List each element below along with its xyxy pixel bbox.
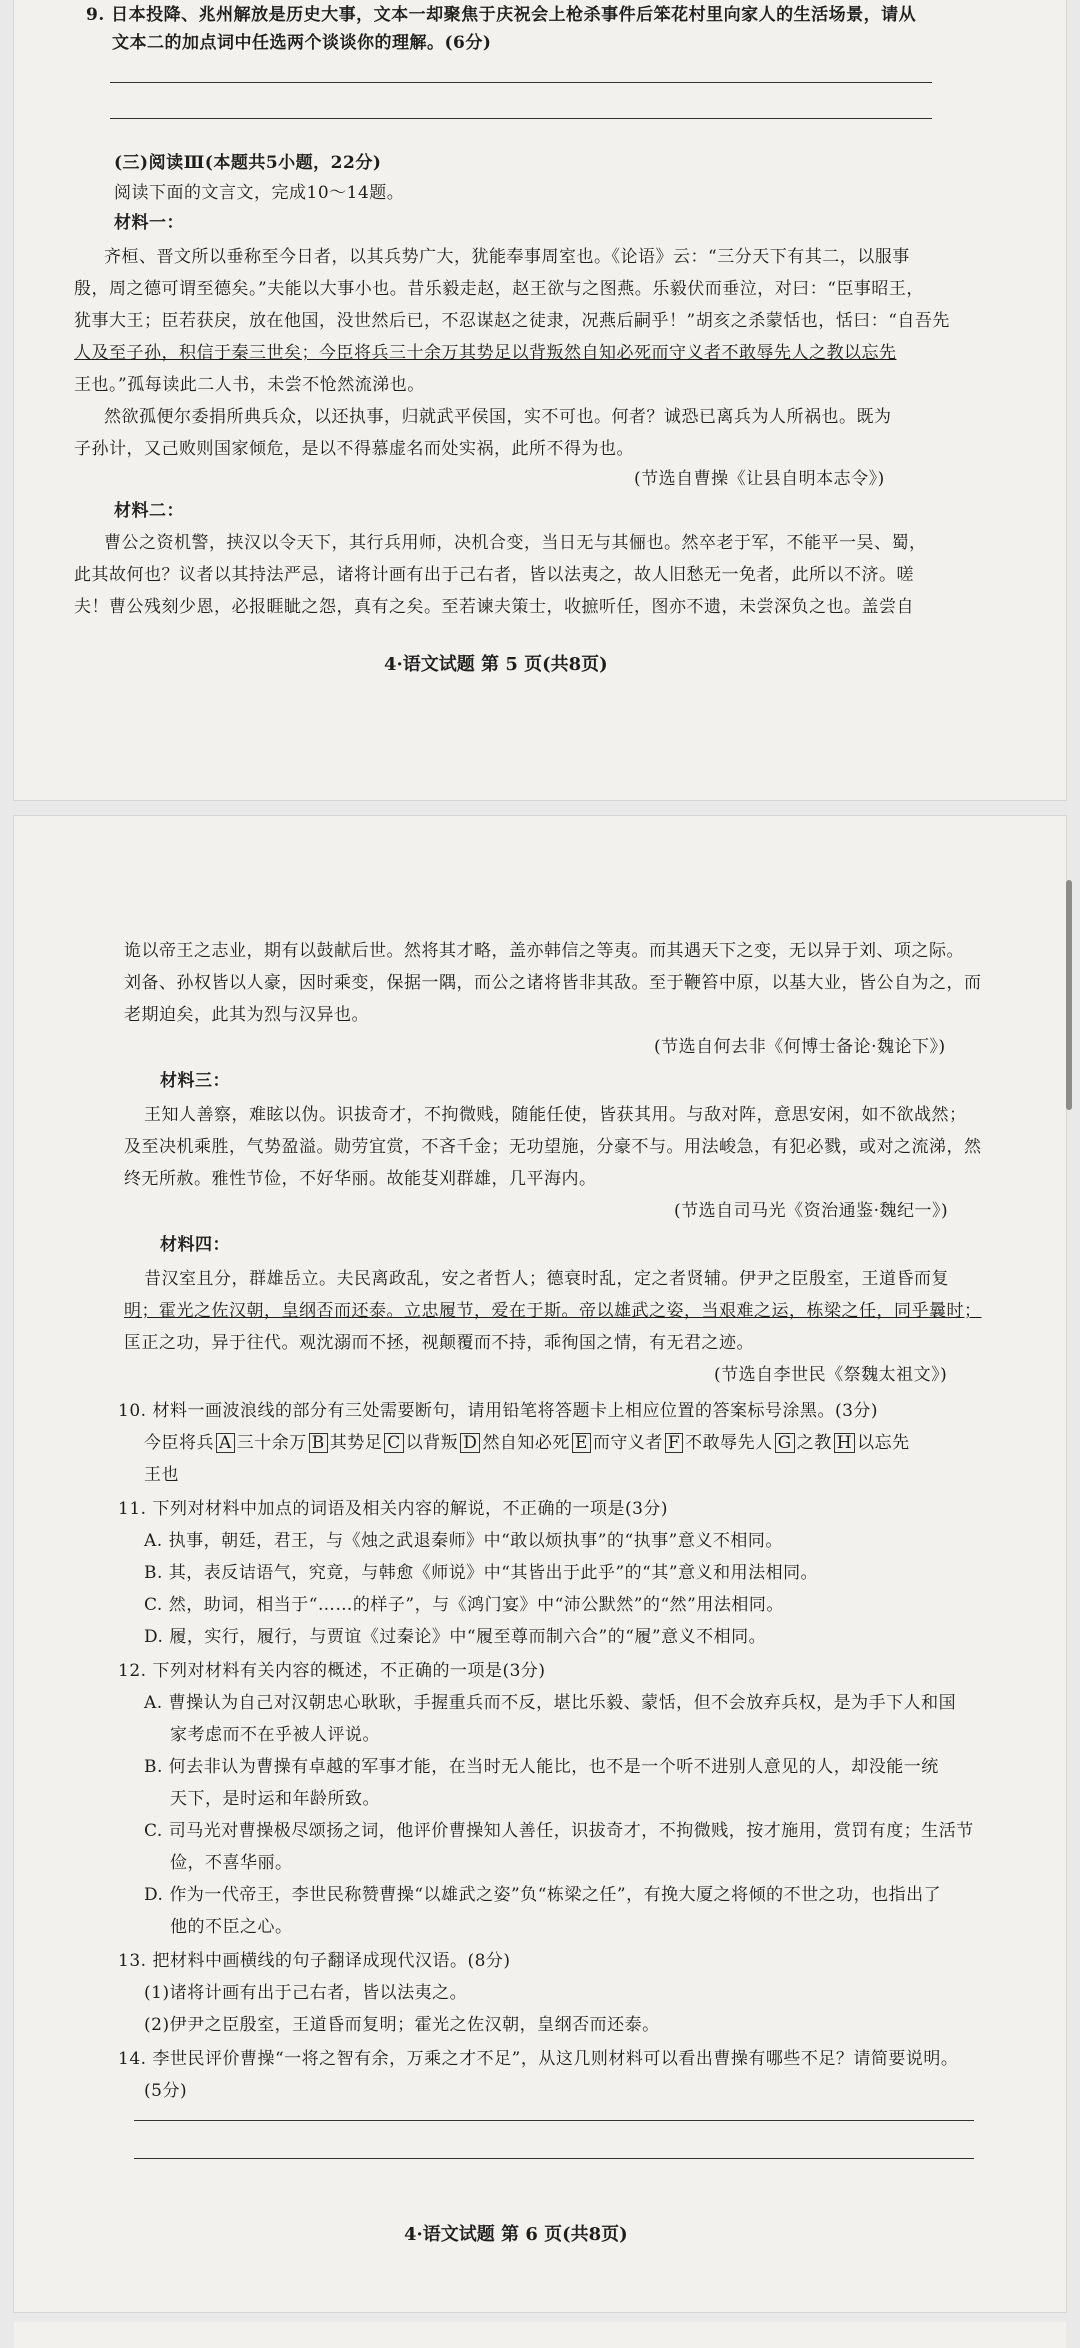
question-13: 13. 把材料中画横线的句子翻译成现代汉语。(8分) [118,1951,511,1971]
q13-sentence-1: (1)诸将计画有出于己右者，皆以法夷之。 [144,1983,468,2003]
material-4-line: 匡正之功，异于往代。观沈溺而不拯，视颠覆而不持，乖徇国之情，有无君之迹。 [124,1333,754,1353]
q10-mark-g[interactable]: G [775,1433,795,1453]
q10-mark-e[interactable]: E [572,1433,591,1453]
question-14: 14. 李世民评价曹操“一将之智有余，万乘之才不足”，从这几则材料可以看出曹操有哪些不足？请简要说明。 [118,2049,959,2069]
material-1-source: (节选自曹操《让县自明本志令》) [634,469,885,489]
material-2-line: 曹公之资机警，挟汉以令天下，其行兵用师，决机合变，当日无与其俪也。然卒老于军，不能平一吴、蜀， [104,533,927,553]
q10-seg: 以背叛 [405,1433,459,1453]
material-2-title: 材料二： [114,501,184,521]
page-footer: 4·语文试题 第 6 页(共8页) [404,2224,628,2245]
q12-option-d-cont: 他的不臣之心。 [170,1917,293,1937]
material-2-cont-line: 刘备、孙权皆以人豪，因时乘变，保据一隅，而公之诸将皆非其敌。至于鞭笞中原，以基大业，皆公自为之，而 [124,973,982,993]
material-3-title: 材料三： [160,1071,230,1091]
material-2-cont-line: 诡以帝王之志业，期有以鼓献后世。然将其才略，盖亦韩信之等夷。而其遇天下之变，无以异于刘、项之际。 [124,941,964,961]
q9-line1: 9. 日本投降、兆州解放是历史大事，文本一却聚焦于庆祝会上枪杀事件后笨花村里向家人的生活场景，请从 [86,5,917,25]
q10-seg: 然自知必死 [482,1433,570,1453]
question-11: 11. 下列对材料中加点的词语及相关内容的解说，不正确的一项是(3分) [118,1499,669,1519]
q12-option-d: D. 作为一代帝王，李世民称赞曹操“以雄武之姿”负“栋梁之任”，有挽大厦之将倾的不世之功，也指出了 [144,1885,942,1905]
material-3-line: 王知人善察，难眩以伪。识拔奇才，不拘微贱，随能任使，皆获其用。与敌对阵，意思安闲，如不欲战然； [144,1105,967,1125]
material-1-line: 人及至子孙，积信于秦三世矣；今臣将兵三十余万其势足以背叛然自知必死而守义者不敢辱先人之教以忘先 [74,343,897,363]
question-10: 10. 材料一画波浪线的部分有三处需要断句，请用铅笔将答题卡上相应位置的答案标号涂黑。(3分) [118,1401,879,1421]
exam-page-5 [14,0,1066,800]
material-1-title: 材料一： [114,213,184,233]
q11-option-b: B. 其，表反诘语气，究竟，与韩愈《师说》中“其皆出于此乎”的“其”意义和用法相同。 [144,1563,819,1583]
q12-option-a: A. 曹操认为自己对汉朝忠心耿耿，手握重兵而不反，堪比乐毅、蒙恬，但不会放弃兵权，是为手下人和国 [144,1693,957,1713]
material-4-line: 明；霍光之佐汉朝，皇纲否而还泰。立忠履节，爱在于斯。帝以雄武之姿，当艰难之运，栋梁之任，同乎曩时； [124,1301,982,1321]
q10-seg: 而守义者 [592,1433,663,1453]
material-1-line: 王也。”孤每读此二人书，未尝不怆然流涕也。 [74,375,425,395]
q10-mark-a[interactable]: A [216,1433,235,1453]
instruction: 阅读下面的文言文，完成10～14题。 [114,183,405,203]
q12-option-b: B. 何去非认为曹操有卓越的军事才能，在当时无人能比，也不是一个听不进别人意见的人，却没能一统 [144,1757,939,1777]
q11-option-a: A. 执事，朝廷，君王，与《烛之武退秦师》中“敢以烦执事”的“执事”意义不相同。 [144,1531,783,1551]
material-2-line: 夫！曹公残刻少恩，必报睚眦之怨，真有之矣。至若谏夫策士，收摭听任，图亦不遗，未尝深负之也。盖尝自 [74,597,914,617]
material-1-line: 殷，周之德可谓至德矣。”夫能以大事小也。昔乐毅走赵，赵王欲与之图燕。乐毅伏而垂泣，对曰：“臣事昭王， [74,279,924,299]
question-10-options [144,1430,910,1456]
q10-mark-f[interactable]: F [665,1433,683,1453]
question-14-points: (5分) [144,2081,188,2101]
q12-option-c: C. 司马光对曹操极尽颂扬之词，他评价曹操知人善任，识拔奇才，不拘微贱，按才施用，赏罚有度；生活节 [144,1821,974,1841]
q10-mark-h[interactable]: H [834,1433,855,1453]
exam-page-6 [14,816,1066,2312]
material-2-cont-line: 老期迫矣，此其为烈与汉异也。 [124,1005,369,1025]
answer-line [110,82,932,83]
q10-mark-c[interactable]: C [384,1433,404,1453]
material-1-line: 子孙计，又己败则国家倾危，是以不得慕虚名而处实祸，此所不得为也。 [74,439,634,459]
material-2-source: (节选自何去非《何博士备论·魏论下》) [654,1037,946,1057]
q10-seg: 以忘先 [857,1433,910,1453]
material-2-line: 此其故何也？议者以其持法严忌，诸将计画有出于己右者，皆以法夷之，故人旧愁无一免者，此所以不济。嗟 [74,565,914,585]
q11-option-c: C. 然，助词，相当于“……的样子”，与《鸿门宴》中“沛公默然”的“然”用法相同。 [144,1595,784,1615]
material-4-line: 昔汉室且分，群雄岳立。夫民离政乱，安之者哲人；德衰时乱，定之者贤辅。伊尹之臣殷室，王道昏而复 [144,1269,949,1289]
material-4-source: (节选自李世民《祭魏太祖文》) [714,1365,948,1385]
page-footer: 4·语文试题 第 5 页(共8页) [384,654,608,675]
material-1-line: 犹事大王；臣若获戾，放在他国，没世然后已，不忍谋赵之徒隶，况燕后嗣乎！”胡亥之杀蒙恬也，恬曰：“自吾先 [74,311,950,331]
q10-seg: 其势足 [329,1433,383,1453]
answer-line [110,118,932,119]
answer-line [134,2120,974,2121]
scrollbar[interactable] [1066,880,1072,1110]
q10-seg: 之教 [796,1433,832,1453]
q10-seg: 三十余万 [236,1433,307,1453]
material-3-line: 及至决机乘胜，气势盈溢。勋劳宜赏，不吝千金；无功望施，分豪不与。用法峻急，有犯必戮，或对之流涕，然 [124,1137,982,1157]
q10-seg: 今臣将兵 [144,1433,214,1453]
q9-line2: 文本二的加点词中任选两个谈谈你的理解。(6分) [112,33,492,53]
next-page-edge [14,2322,1066,2348]
q13-sentence-2: (2)伊尹之臣殷室，王道昏而复明；霍光之佐汉朝，皇纲否而还泰。 [144,2015,660,2035]
q10-mark-b[interactable]: B [309,1433,328,1453]
q10-mark-d[interactable]: D [460,1433,480,1453]
material-1-line: 齐桓、晋文所以垂称至今日者，以其兵势广大，犹能奉事周室也。《论语》云：“三分天下有其二，以服事 [104,247,910,267]
material-1-line: 然欲孤便尔委捐所典兵众，以还执事，归就武平侯国，实不可也。何者？诚恐已离兵为人所祸也。既为 [104,407,892,427]
q10-seg: 不敢辱先人 [685,1433,773,1453]
q12-option-a-cont: 家考虑而不在乎被人评说。 [170,1725,380,1745]
question-12: 12. 下列对材料有关内容的概述，不正确的一项是(3分) [118,1661,546,1681]
material-3-line: 终无所赦。雅性节俭，不好华丽。故能芟刈群雄，几平海内。 [124,1169,597,1189]
q12-option-b-cont: 天下，是时运和年龄所致。 [170,1789,380,1809]
q12-option-c-cont: 俭，不喜华丽。 [170,1853,293,1873]
material-3-source: (节选自司马光《资治通鉴·魏纪一》) [674,1201,949,1221]
answer-line [134,2158,974,2159]
q11-option-d: D. 履，实行，履行，与贾谊《过秦论》中“履至尊而制六合”的“履”意义不相同。 [144,1627,767,1647]
question-10-tail: 王也 [144,1465,179,1485]
section-title: (三)阅读Ⅲ(本题共5小题，22分) [114,153,382,173]
material-4-title: 材料四： [160,1235,230,1255]
